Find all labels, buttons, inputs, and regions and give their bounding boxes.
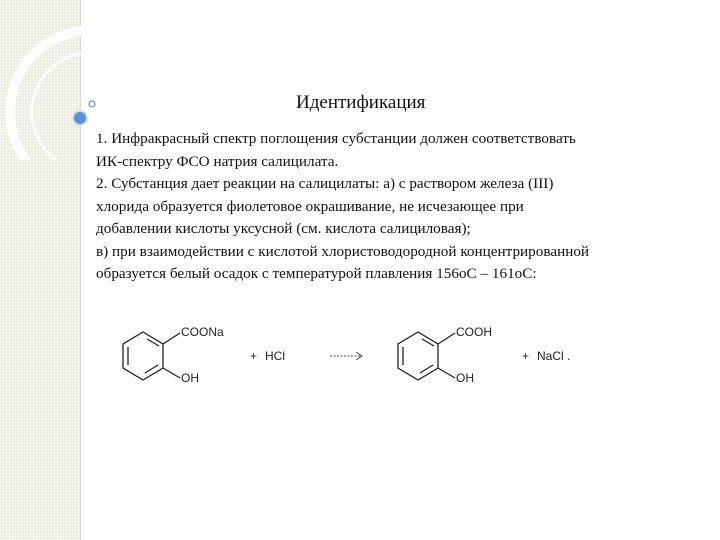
body-line: добавлении кислоты уксусной (см. кислота салициловая);: [96, 220, 471, 237]
reactant-group-label: COONa: [181, 325, 224, 339]
small-ring-icon: [89, 101, 95, 107]
reaction-scheme: [0, 300, 720, 410]
body-line: ИК-спектру ФСО натрия салицилата.: [96, 152, 339, 170]
reagent-label: HCl: [265, 349, 285, 363]
plus-sign: +: [250, 349, 258, 363]
body-line: хлорида образуется фиолетовое окрашивание, не исчезающее при: [96, 197, 524, 215]
reactant-structure: [123, 332, 180, 380]
body-line: 1. Инфракрасный спектр поглощения субстанции должен соответствовать: [96, 130, 576, 147]
plus-sign: +: [522, 349, 530, 363]
reaction-arrow-icon: [330, 352, 362, 360]
body-line: 2. Субстанция дает реакции на салицилаты: а) с раствором железа (III): [96, 175, 554, 192]
product-structure: [398, 332, 455, 380]
byproduct-label: NaCl .: [537, 349, 571, 363]
product-group-label: COOH: [456, 325, 492, 339]
body-line: образуется белый осадок с температурой плавления 156оС – 161оС:: [96, 265, 537, 282]
product-oh-label: OH: [456, 371, 474, 385]
blue-bullet-icon: [73, 111, 87, 125]
slide-body: [96, 128, 696, 286]
slide-title: Идентификация: [296, 92, 426, 113]
body-line: в) при взаимодействии с кислотой хлористоводородной концентрированной: [96, 242, 590, 260]
reactant-oh-label: OH: [181, 371, 199, 385]
